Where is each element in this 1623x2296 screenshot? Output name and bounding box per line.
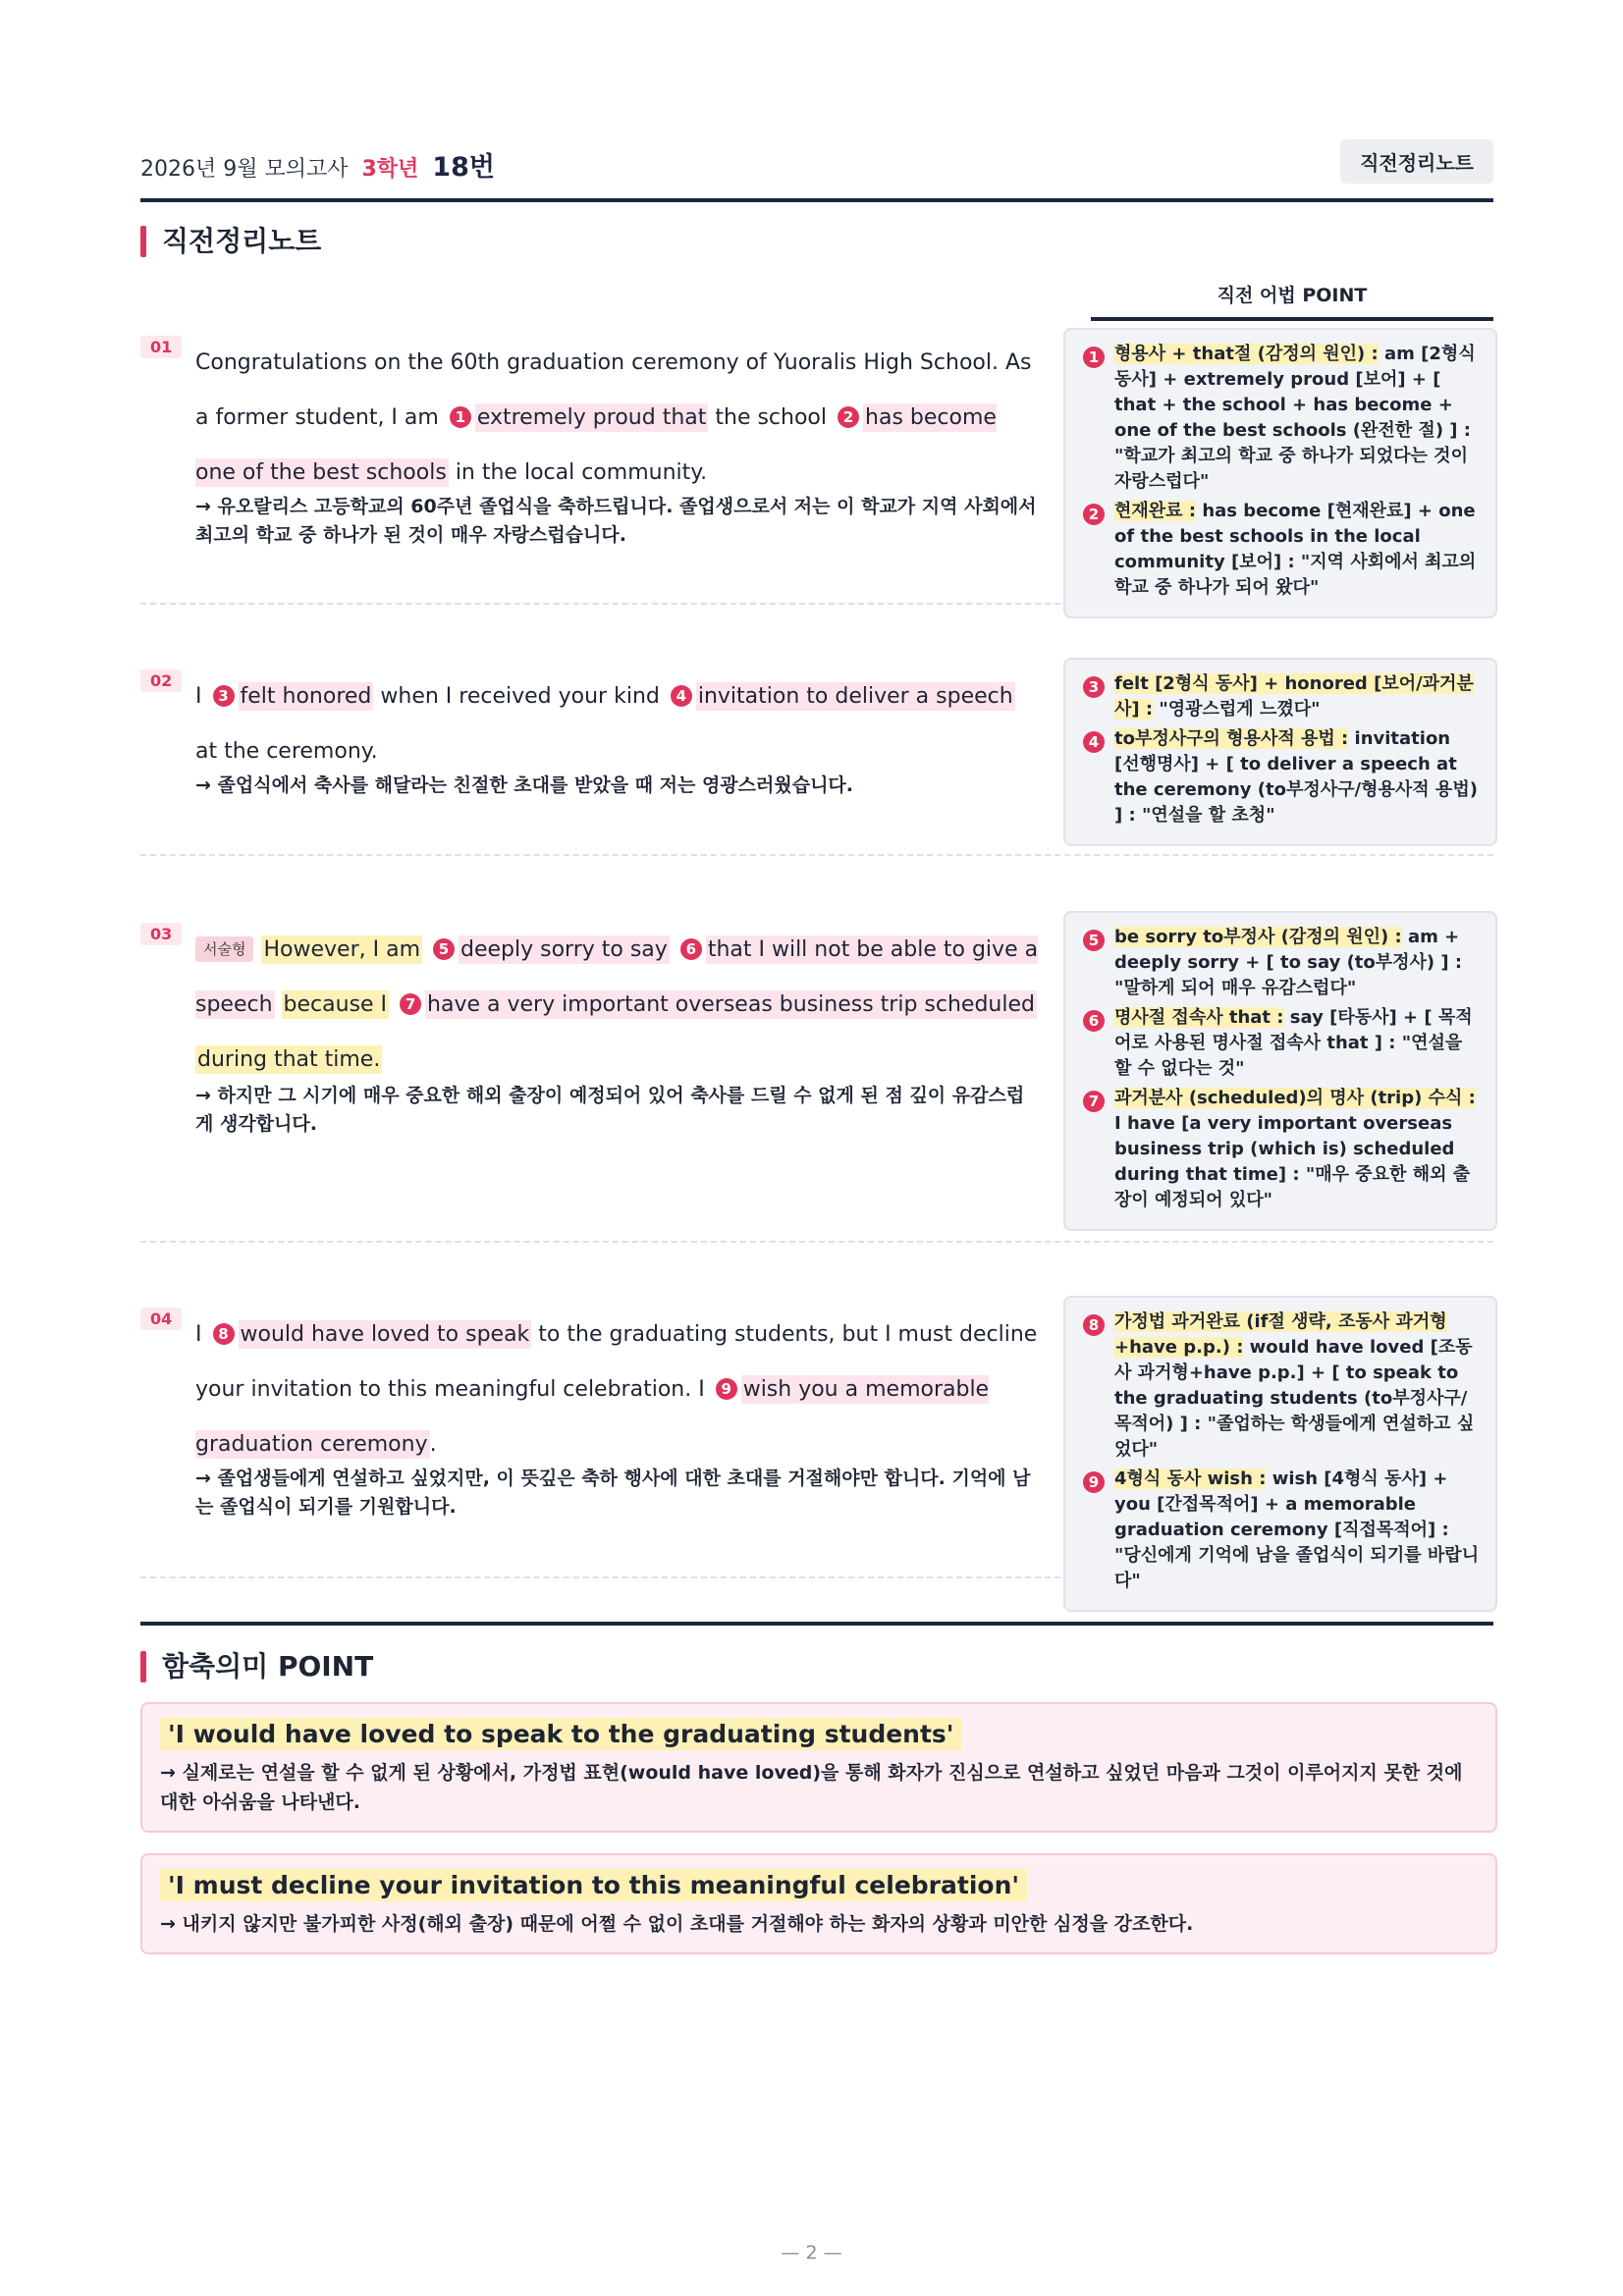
grammar-point-box-03 <box>1063 911 1497 1231</box>
point-label: 형용사 + that절 (감정의 원인) : <box>1114 344 1379 364</box>
implication-box-02 <box>140 1853 1497 1954</box>
number-badge: 3 <box>213 685 235 707</box>
sentence-text: . <box>429 1432 437 1457</box>
grammar-point-box-04 <box>1063 1296 1497 1612</box>
english-sentence <box>195 336 1040 501</box>
grade-label: 3학년 <box>361 157 419 182</box>
point-text: wish [4형식 동사] + you [간접목적어] + a memorable graduation ceremony [직접목적어] : "당신에게 기억에 남을 졸업식이 되기를 바랍니다" <box>1114 1468 1480 1591</box>
korean-translation: → 졸업생들에게 연설하고 싶었지만, 이 뜻깊은 축하 행사에 대한 초대를 거절해야만 합니다. 기억에 남는 졸업식이 되기를 기원합니다. <box>195 1468 1031 1518</box>
grammar-point <box>1083 925 1480 1001</box>
sentence-text: the school <box>715 405 828 430</box>
implication-quote: 'I would have loved to speak to the graduating students' <box>160 1718 961 1750</box>
point-label: 명사절 접속사 that : <box>1114 1007 1284 1028</box>
grammar-point <box>1083 1309 1480 1463</box>
highlight-phrase: during that time. <box>197 1047 381 1072</box>
highlight-phrase: because I <box>283 992 388 1017</box>
number-badge: 8 <box>1083 1314 1105 1336</box>
point-text: would have loved [조동사 과거형+have p.p.] + [ to speak to the graduating students (to부정사구/목적어) ] : "졸업하는 학생들에게 연설하고 싶었다" <box>1114 1337 1475 1460</box>
grammar-point <box>1083 1467 1480 1594</box>
highlight-phrase: would have loved to speak <box>240 1322 530 1347</box>
grammar-point <box>1083 1086 1480 1213</box>
implication-title: 함축의미 POINT <box>140 1649 373 1684</box>
highlight-phrase: However, I am <box>263 937 420 962</box>
number-badge: 4 <box>671 685 692 707</box>
number-badge: 6 <box>680 938 702 960</box>
point-text: am [2형식 동사] + extremely proud [보어] + [ that + the school + has become + one of the best schools (완전한 절) ] : "학교가 최고의 학교 중 하나가 되었다는 것이 자랑스럽다" <box>1114 344 1476 492</box>
point-label: felt [2형식 동사] + honored [보어/과거분사] : <box>1114 673 1474 720</box>
sentence-text: Congratulations on the 60th graduation ceremony of Yuoralis High School. As a former student, I am <box>195 350 1032 430</box>
number-badge: 2 <box>838 406 859 428</box>
highlight-phrase: felt honored <box>240 684 372 709</box>
point-label: 과거분사 (scheduled)의 명사 (trip) 수식 : <box>1114 1088 1476 1108</box>
highlight-phrase: invitation to deliver a speech <box>697 684 1013 709</box>
number-badge: 4 <box>1083 731 1105 753</box>
english-sentence <box>195 923 1040 1088</box>
row-number: 04 <box>140 1308 182 1330</box>
korean-translation: → 유오랄리스 고등학교의 60주년 졸업식을 축하드립니다. 졸업생으로서 저는 이 학교가 지역 사회에서 최고의 학교 중 하나가 된 것이 매우 자랑스럽습니다. <box>195 496 1037 546</box>
implication-quote: 'I must decline your invitation to this meaningful celebration' <box>160 1869 1027 1901</box>
header-tag: 직전정리노트 <box>1340 139 1493 184</box>
sentence-text: to the graduating students, but I must decline your invitation to this meaningful celebration. I <box>195 1322 1038 1402</box>
point-label: 현재완료 : <box>1114 501 1197 521</box>
grammar-point-box-01 <box>1063 328 1497 618</box>
number-badge: 1 <box>1083 347 1105 368</box>
highlight-phrase: has become one of the best schools <box>195 405 997 485</box>
english-sentence <box>195 669 1040 779</box>
question-number: 18번 <box>432 152 495 183</box>
implication-explanation: → 실제로는 연설을 할 수 없게 된 상황에서, 가정법 표현(would have loved)을 통해 화자가 진심으로 연설하고 싶었던 마음과 그것이 이루어지지 못한 것에 대한 아쉬움을 나타낸다. <box>160 1762 1463 1813</box>
highlight-phrase: have a very important overseas business trip scheduled <box>427 992 1035 1017</box>
korean-translation: → 하지만 그 시기에 매우 중요한 해외 출장이 예정되어 있어 축사를 드릴 수 없게 된 점 깊이 유감스럽게 생각합니다. <box>195 1085 1025 1135</box>
sentence-text: I <box>195 1322 202 1347</box>
korean-translation: → 졸업식에서 축사를 해달라는 친절한 초대를 받았을 때 저는 영광스러웠습니다. <box>195 774 853 796</box>
row-number: 01 <box>140 336 182 358</box>
implication-explanation: → 내키지 않지만 불가피한 사정(해외 출장) 때문에 어쩔 수 없이 초대를 거절해야 하는 화자의 상황과 미안한 심정을 강조한다. <box>160 1913 1194 1935</box>
point-label: be sorry to부정사 (감정의 원인) : <box>1114 927 1402 947</box>
point-text: am + deeply sorry + [ to say (to부정사) ] : "말하게 되어 매우 유감스럽다" <box>1114 927 1463 998</box>
point-text: invitation [선행명사] + [ to deliver a speech at the ceremony (to부정사구/형용사적 용법) ] : "연설을 할 초청" <box>1114 728 1478 826</box>
sentence-text: at the ceremony. <box>195 739 378 764</box>
grammar-point-header: 직전 어법 POINT <box>1091 281 1493 321</box>
point-label: 4형식 동사 wish : <box>1114 1468 1267 1489</box>
highlight-phrase: that I will not be able to give a speech <box>195 937 1039 1017</box>
number-badge: 9 <box>1083 1471 1105 1493</box>
section-title: 직전정리노트 <box>140 224 321 259</box>
point-text: has become [현재완료] + one of the best schools in the local community [보어] : "지역 사회에서 최고의 학교 중 하나가 되어 왔다" <box>1114 501 1477 598</box>
number-badge: 8 <box>213 1323 235 1345</box>
implication-box-01 <box>140 1702 1497 1833</box>
number-badge: 1 <box>450 406 471 428</box>
row-number: 03 <box>140 923 182 945</box>
point-text: I have [a very important overseas business trip (which is) scheduled during that time] : "매우 중요한 해외 출장이 예정되어 있다" <box>1114 1113 1471 1210</box>
number-badge: 7 <box>1083 1091 1105 1112</box>
point-label: to부정사구의 형용사적 용법 : <box>1114 728 1349 749</box>
number-badge: 6 <box>1083 1010 1105 1032</box>
point-label: 가정법 과거완료 (if절 생략, 조동사 과거형+have p.p.) : <box>1114 1311 1447 1358</box>
sentence-text: I <box>195 684 202 709</box>
exam-name: 2026년 9월 모의고사 <box>140 157 349 182</box>
number-badge: 2 <box>1083 504 1105 525</box>
number-badge: 5 <box>433 938 455 960</box>
grammar-point <box>1083 342 1480 495</box>
grammar-point <box>1083 671 1480 722</box>
exam-title <box>140 145 495 184</box>
row-number: 02 <box>140 669 182 692</box>
highlight-phrase: wish you a memorable graduation ceremony <box>195 1377 990 1457</box>
point-text: "영광스럽게 느꼈다" <box>1159 699 1321 720</box>
english-sentence <box>195 1308 1040 1472</box>
essay-type-badge: 서술형 <box>195 936 253 962</box>
section-divider <box>140 1622 1493 1626</box>
page-number: — 2 — <box>781 2242 842 2264</box>
number-badge: 5 <box>1083 930 1105 951</box>
grammar-point <box>1083 1005 1480 1082</box>
number-badge: 9 <box>716 1378 737 1400</box>
page-header <box>140 137 1493 202</box>
grammar-point <box>1083 499 1480 601</box>
sentence-text: when I received your kind <box>380 684 660 709</box>
grammar-point-box-02 <box>1063 658 1497 846</box>
grammar-point <box>1083 726 1480 828</box>
highlight-phrase: deeply sorry to say <box>460 937 668 962</box>
highlight-phrase: extremely proud that <box>476 405 707 430</box>
point-text: say [타동사] + [ 목적어로 사용된 명사절 접속사 that ] : "연설을 할 수 없다는 것" <box>1114 1007 1473 1079</box>
sentence-text: in the local community. <box>455 460 708 485</box>
number-badge: 7 <box>400 993 421 1015</box>
number-badge: 3 <box>1083 676 1105 698</box>
